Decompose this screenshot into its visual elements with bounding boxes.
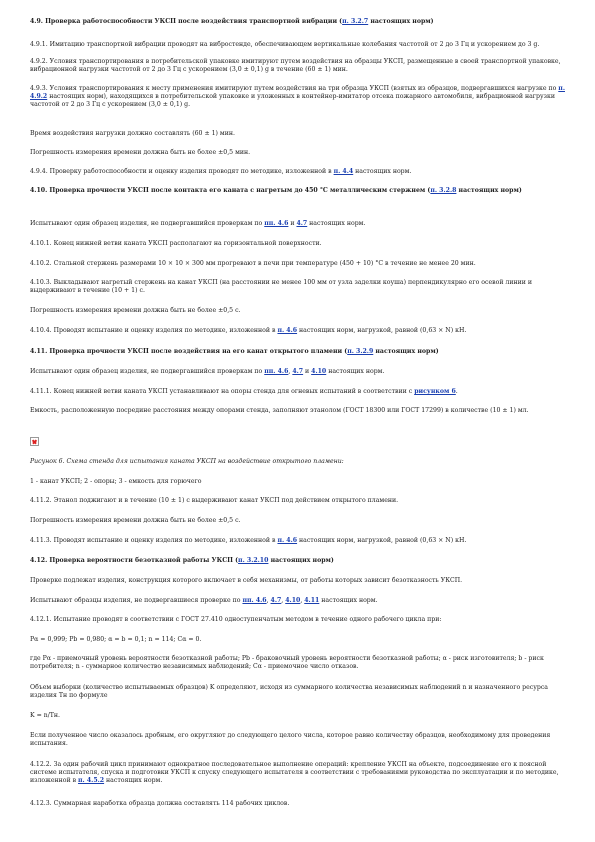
formula: K = n/Tн. — [30, 712, 61, 719]
link-3-2-9[interactable]: п. 3.2.9 — [347, 348, 374, 355]
link-4-10-b[interactable]: 4.10 — [285, 597, 301, 604]
paragraph-check-4-12: Проверке подлежат изделия, конструкция которого включает в себя механизмы, от работы которых зависит безотказность УКСП. — [30, 577, 463, 584]
paragraph-4-12-1: 4.12.1. Испытание проводят в соответствии с ГОСТ 27.410 одноступенчатым методом в течение одного рабочего цикла при: — [30, 616, 442, 623]
paragraph-sample-size: Объем выборки (количество испытываемых образцов) K определяют, исходя из суммарного количества независимых наблюдений n и назначенного ресурса изделия Tн по формуле — [30, 684, 548, 699]
paragraph-params: Pα = 0,999; Pb = 0,980; α = b = 0,1; n = 114; Cα = 0. — [30, 636, 202, 643]
figure-6-legend: 1 - канат УКСП; 2 - опоры; 3 - емкость для горючего — [30, 478, 202, 485]
link-4-6-d[interactable]: п. 4.6 — [277, 537, 298, 544]
paragraph-fuel: Емкость, расположенную посредине расстояния между опорами стенда, заполняют этанолом (ГОСТ 18300 или ГОСТ 17299) в количестве (10 ± 1) мл. — [30, 407, 529, 414]
paragraph-error-sec: Погрешность измерения времени должна быть не более ±0,5 с. — [30, 307, 241, 314]
paragraph-test-4-10: Испытывают один образец изделия, не подвергавшийся проверкам по пп. 4.6 и 4.7 настоящих норм. — [30, 220, 366, 227]
paragraph-test-4-11: Испытывают один образец изделия, не подвергавшийся проверкам по пп. 4.6, 4.7 и 4.10 настоящих норм. — [30, 368, 385, 375]
link-3-2-8[interactable]: п. 3.2.8 — [430, 187, 457, 194]
paragraph-4-10-3: 4.10.3. Выкладывают нагретый стержень на канат УКСП (на расстоянии не менее 100 мм от узла заделки коуша) перпендикулярно его осевой линии и выдерживают в течение (10 + 1) с. — [30, 279, 532, 294]
paragraph-rounding: Если полученное число оказалось дробным, его округляют до следующего целого числа, которое равно количеству образцов, необходимому для проведения испытания. — [30, 732, 551, 747]
link-4-10[interactable]: 4.10 — [311, 368, 327, 375]
paragraph-4-9-1: 4.9.1. Имитацию транспортной вибрации проводят на вибростенде, обеспечивающем вертикальные колебания частотой от 2 до 3 Гц и ускорением до 3 g. — [30, 41, 540, 48]
paragraph-4-10-4: 4.10.4. Проводят испытание и оценку изделия по методике, изложенной в п. 4.6 настоящих норм, нагрузкой, равной (0,63 × N) кН. — [30, 327, 467, 334]
paragraph-4-9-3: 4.9.3. Условия транспортирования к месту применения имитируют путем воздействия на три образца УКСП (взятых из образцов, подвергавшихся нагрузке по п. 4.9.2 настоящих норм), находящихся в потребительской упаковке и уложенных в контейнер-имитатор отсека пожарного автомобиля, вибрационной нагрузки частотой от 2 до 3 Гц с ускорением (3,0 ± 0,1) g. — [30, 85, 565, 108]
figure-6-caption: Рисунок 6. Схема стенда для испытания каната УКСП на воздействие открытого пламени: — [30, 458, 344, 465]
section-4-11-heading: 4.11. Проверка прочности УКСП после воздействия на его канат открытого пламени (п. 3.2.9 настоящих норм) — [30, 348, 439, 355]
link-4-4[interactable]: п. 4.4 — [333, 168, 354, 175]
link-4-11[interactable]: 4.11 — [304, 597, 320, 604]
section-4-12-heading: 4.12. Проверка вероятности безотказной работы УКСП (п. 3.2.10 настоящих норм) — [30, 557, 334, 564]
link-4-5-2[interactable]: п. 4.5.2 — [78, 777, 105, 784]
paragraph-4-11-3: 4.11.3. Проводят испытание и оценку изделия по методике, изложенной в п. 4.6 настоящих норм, нагрузкой, равной (0,63 × N) кН. — [30, 537, 467, 544]
link-3-2-10[interactable]: п. 3.2.10 — [238, 557, 269, 564]
link-4-9-2[interactable]: п. 4.9.2 — [30, 85, 565, 100]
link-4-6[interactable]: пп. 4.6 — [264, 220, 289, 227]
paragraph-error-min: Погрешность измерения времени должна быть не более ±0,5 мин. — [30, 149, 251, 156]
link-figure-6[interactable]: рисунком 6 — [414, 388, 456, 395]
paragraph-4-9-2: 4.9.2. Условия транспортирования в потребительской упаковке имитируют путем воздействия на образцы УКСП, размещенные в своей транспортной упаковке, вибрационной нагрузки частотой от 2 до 3 Гц с ускорением (3,0 ± 0,1) g в течение (60 ± 1) мин. — [30, 58, 561, 73]
paragraph-4-12-3: 4.12.3. Суммарная наработка образца должна составлять 114 рабочих циклов. — [30, 800, 290, 807]
link-4-6-b[interactable]: п. 4.6 — [277, 327, 298, 334]
link-4-7-c[interactable]: 4.7 — [270, 597, 282, 604]
paragraph-where: где Pα - приемочный уровень вероятности безотказной работы; Pb - браковочный уровень вероятности безотказной работы; α - риск изготовителя; b - риск потребителя; n - суммарное количество независимых наблюдений; Cα - приемочное число отказов. — [30, 655, 544, 670]
section-4-9-heading: 4.9. Проверка работоспособности УКСП после воздействия транспортной вибрации (п. 3.2.7 настоящих норм) — [30, 18, 434, 25]
link-4-6-c[interactable]: пп. 4.6 — [264, 368, 289, 375]
paragraph-error-sec-2: Погрешность измерения времени должна быть не более ±0,5 с. — [30, 517, 241, 524]
paragraph-4-10-1: 4.10.1. Конец нижней ветви каната УКСП располагают на горизонтальной поверхности. — [30, 240, 322, 247]
paragraph-4-10-2: 4.10.2. Стальной стержень размерами 10 × 10 × 300 мм прогревают в печи при температуре (450 + 10) °С в течение не менее 20 мин. — [30, 260, 476, 267]
link-4-7[interactable]: 4.7 — [296, 220, 308, 227]
paragraph-4-11-2: 4.11.2. Этанол поджигают и в течение (10 ± 1) с выдерживают канат УКСП под действием открытого пламени. — [30, 497, 399, 504]
link-3-2-7[interactable]: п. 3.2.7 — [342, 18, 369, 25]
section-4-10-heading: 4.10. Проверка прочности УКСП после контакта его каната с нагретым до 450 °С металлическим стержнем (п. 3.2.8 настоящих норм) — [30, 187, 522, 194]
broken-image-icon[interactable] — [30, 437, 39, 446]
paragraph-test-4-12: Испытывают образцы изделия, не подвергавшиеся проверке по пп. 4.6, 4.7, 4.10, 4.11 настоящих норм. — [30, 597, 378, 604]
paragraph-4-9-4: 4.9.4. Проверку работоспособности и оценку изделия проводят по методике, изложенной в п. 4.4 настоящих норм. — [30, 168, 412, 175]
link-4-7-b[interactable]: 4.7 — [292, 368, 304, 375]
paragraph-time-60: Время воздействия нагрузки должно составлять (60 ± 1) мин. — [30, 130, 235, 137]
paragraph-4-11-1: 4.11.1. Конец нижней ветви каната УКСП устанавливают на опоры стенда для огневых испытаний в соответствии с рисунком 6. — [30, 388, 458, 395]
paragraph-4-12-2: 4.12.2. За один рабочий цикл принимают однократное последовательное выполнение операций: крепление УКСП на объекте, подсоединение его к поясной системе испытателя, спуска и подготовки УКСП к спуску следующего испытателя в соответствии с требованиями руководства по эксплуатации и по методике, изложенной в п. 4.5.2 настоящих норм. — [30, 761, 559, 784]
link-4-6-e[interactable]: пп. 4.6 — [242, 597, 267, 604]
